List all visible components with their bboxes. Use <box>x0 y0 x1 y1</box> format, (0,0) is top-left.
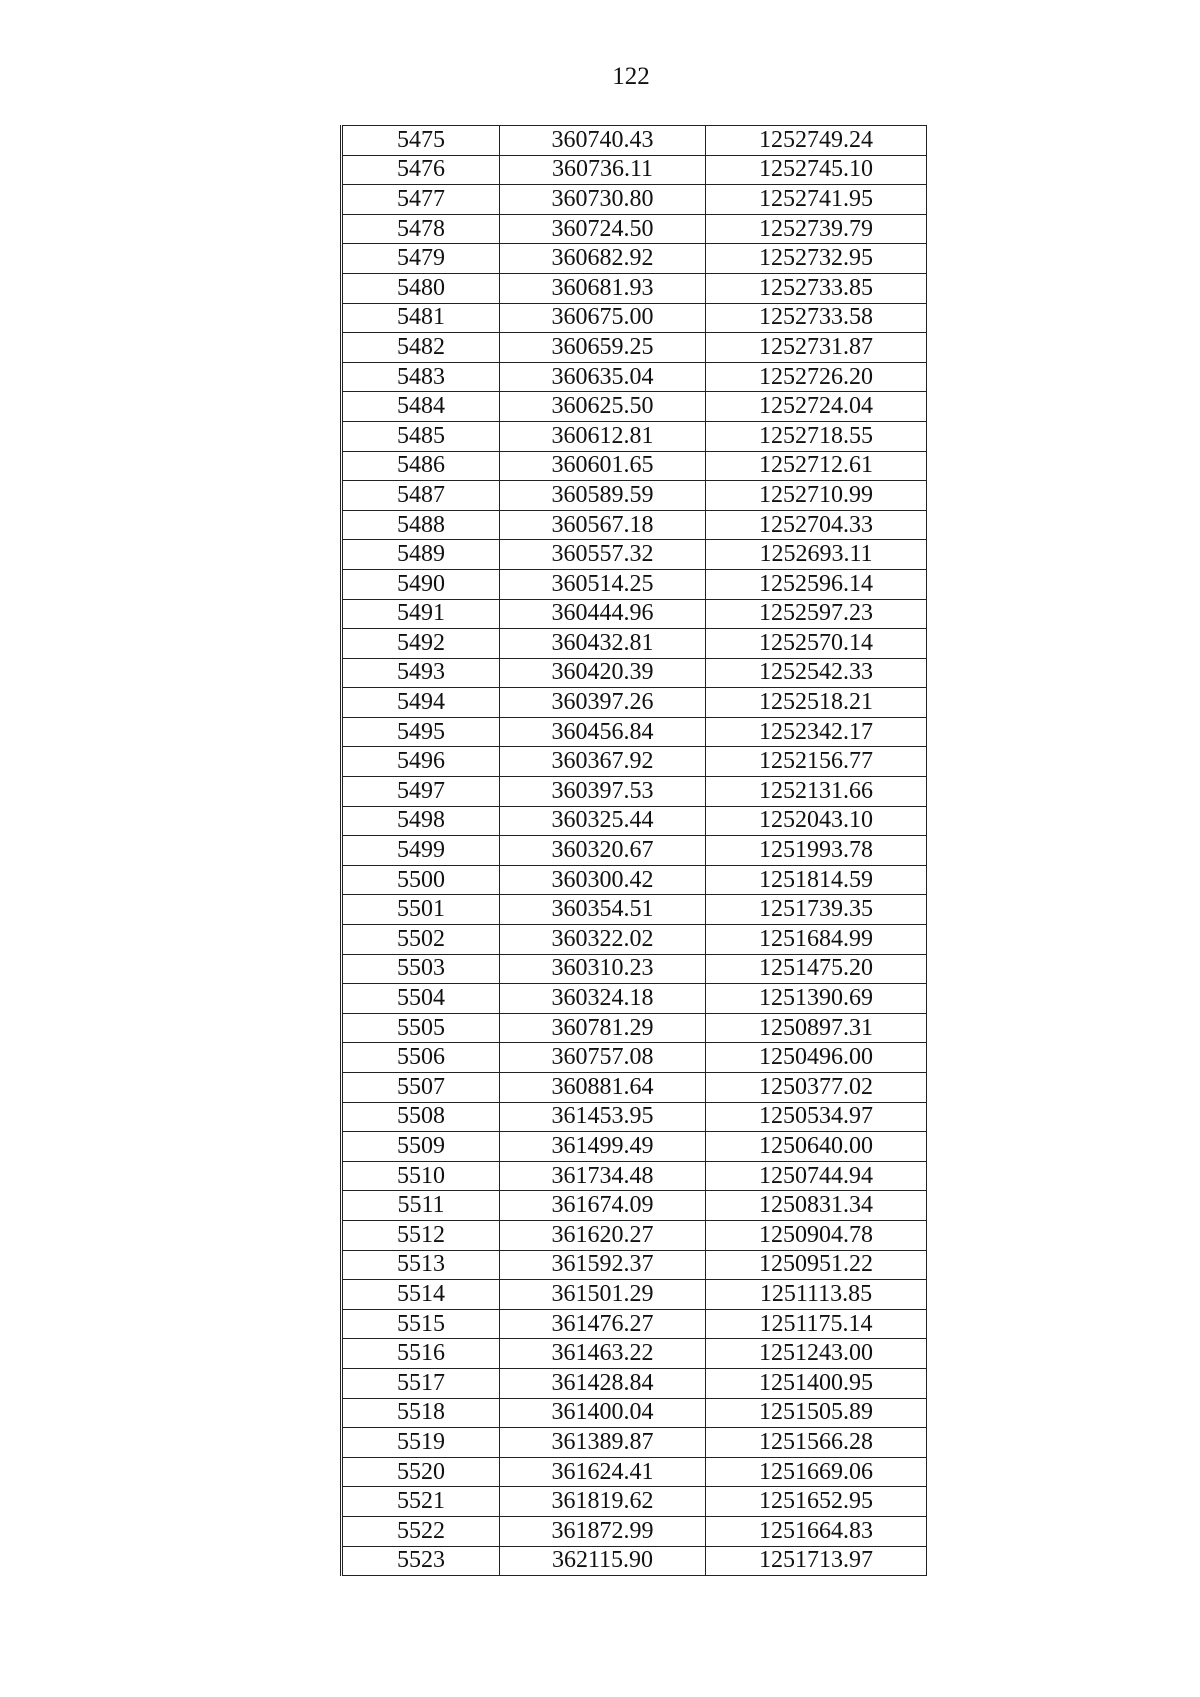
x-coordinate-cell: 360625.50 <box>500 392 706 422</box>
x-coordinate-cell: 360681.93 <box>500 273 706 303</box>
x-coordinate-cell: 360757.08 <box>500 1043 706 1073</box>
x-coordinate-cell: 360682.92 <box>500 244 706 274</box>
y-coordinate-cell: 1250377.02 <box>706 1073 927 1103</box>
x-coordinate-cell: 360601.65 <box>500 451 706 481</box>
table-row <box>342 806 927 836</box>
point-number-cell: 5483 <box>342 362 500 392</box>
table-row <box>342 481 927 511</box>
table-row <box>342 362 927 392</box>
y-coordinate-cell: 1252131.66 <box>706 777 927 807</box>
point-number-cell: 5478 <box>342 214 500 244</box>
table-row <box>342 421 927 451</box>
x-coordinate-cell: 360397.53 <box>500 777 706 807</box>
table-row <box>342 599 927 629</box>
table-row <box>342 540 927 570</box>
y-coordinate-cell: 1251993.78 <box>706 836 927 866</box>
table-row <box>342 984 927 1014</box>
point-number-cell: 5499 <box>342 836 500 866</box>
point-number-cell: 5475 <box>342 126 500 156</box>
x-coordinate-cell: 360724.50 <box>500 214 706 244</box>
y-coordinate-cell: 1252710.99 <box>706 481 927 511</box>
table-row <box>342 392 927 422</box>
y-coordinate-cell: 1252156.77 <box>706 747 927 777</box>
table-row <box>342 1161 927 1191</box>
y-coordinate-cell: 1250744.94 <box>706 1161 927 1191</box>
x-coordinate-cell: 361620.27 <box>500 1220 706 1250</box>
point-number-cell: 5479 <box>342 244 500 274</box>
table-row <box>342 333 927 363</box>
x-coordinate-cell: 360881.64 <box>500 1073 706 1103</box>
table-row <box>342 155 927 185</box>
table-row <box>342 1339 927 1369</box>
point-number-cell: 5504 <box>342 984 500 1014</box>
y-coordinate-cell: 1252570.14 <box>706 629 927 659</box>
x-coordinate-cell: 361476.27 <box>500 1309 706 1339</box>
point-number-cell: 5503 <box>342 954 500 984</box>
y-coordinate-cell: 1251713.97 <box>706 1546 927 1576</box>
point-number-cell: 5484 <box>342 392 500 422</box>
table-row <box>342 658 927 688</box>
x-coordinate-cell: 361592.37 <box>500 1250 706 1280</box>
table-row <box>342 1043 927 1073</box>
x-coordinate-cell: 360325.44 <box>500 806 706 836</box>
x-coordinate-cell: 360730.80 <box>500 185 706 215</box>
point-number-cell: 5505 <box>342 1013 500 1043</box>
y-coordinate-cell: 1250904.78 <box>706 1220 927 1250</box>
y-coordinate-cell: 1252596.14 <box>706 569 927 599</box>
table-row <box>342 925 927 955</box>
table-row <box>342 836 927 866</box>
x-coordinate-cell: 360612.81 <box>500 421 706 451</box>
y-coordinate-cell: 1251664.83 <box>706 1516 927 1546</box>
table-row <box>342 273 927 303</box>
y-coordinate-cell: 1252597.23 <box>706 599 927 629</box>
point-number-cell: 5496 <box>342 747 500 777</box>
x-coordinate-cell: 360310.23 <box>500 954 706 984</box>
point-number-cell: 5509 <box>342 1132 500 1162</box>
x-coordinate-cell: 360420.39 <box>500 658 706 688</box>
table-row <box>342 451 927 481</box>
x-coordinate-cell: 361872.99 <box>500 1516 706 1546</box>
point-number-cell: 5476 <box>342 155 500 185</box>
x-coordinate-cell: 361453.95 <box>500 1102 706 1132</box>
y-coordinate-cell: 1252749.24 <box>706 126 927 156</box>
table-row <box>342 747 927 777</box>
table-row <box>342 185 927 215</box>
point-number-cell: 5517 <box>342 1368 500 1398</box>
point-number-cell: 5481 <box>342 303 500 333</box>
point-number-cell: 5488 <box>342 510 500 540</box>
y-coordinate-cell: 1252043.10 <box>706 806 927 836</box>
y-coordinate-cell: 1252741.95 <box>706 185 927 215</box>
point-number-cell: 5492 <box>342 629 500 659</box>
point-number-cell: 5514 <box>342 1280 500 1310</box>
x-coordinate-cell: 360589.59 <box>500 481 706 511</box>
point-number-cell: 5508 <box>342 1102 500 1132</box>
point-number-cell: 5495 <box>342 717 500 747</box>
table-row <box>342 303 927 333</box>
point-number-cell: 5494 <box>342 688 500 718</box>
point-number-cell: 5510 <box>342 1161 500 1191</box>
table-row <box>342 688 927 718</box>
y-coordinate-cell: 1251566.28 <box>706 1428 927 1458</box>
point-number-cell: 5507 <box>342 1073 500 1103</box>
y-coordinate-cell: 1252693.11 <box>706 540 927 570</box>
table-row <box>342 126 927 156</box>
table-row <box>342 244 927 274</box>
y-coordinate-cell: 1252542.33 <box>706 658 927 688</box>
x-coordinate-cell: 360322.02 <box>500 925 706 955</box>
table-row <box>342 1487 927 1517</box>
x-coordinate-cell: 360675.00 <box>500 303 706 333</box>
table-row <box>342 954 927 984</box>
point-number-cell: 5519 <box>342 1428 500 1458</box>
x-coordinate-cell: 361463.22 <box>500 1339 706 1369</box>
x-coordinate-cell: 360740.43 <box>500 126 706 156</box>
table-row <box>342 1013 927 1043</box>
y-coordinate-cell: 1251175.14 <box>706 1309 927 1339</box>
table-row <box>342 1191 927 1221</box>
y-coordinate-cell: 1252733.85 <box>706 273 927 303</box>
x-coordinate-cell: 360444.96 <box>500 599 706 629</box>
table-row <box>342 777 927 807</box>
table-row <box>342 1516 927 1546</box>
point-number-cell: 5489 <box>342 540 500 570</box>
table-row <box>342 629 927 659</box>
point-number-cell: 5485 <box>342 421 500 451</box>
y-coordinate-cell: 1251684.99 <box>706 925 927 955</box>
y-coordinate-cell: 1252739.79 <box>706 214 927 244</box>
table-row <box>342 1546 927 1576</box>
y-coordinate-cell: 1252732.95 <box>706 244 927 274</box>
y-coordinate-cell: 1252726.20 <box>706 362 927 392</box>
x-coordinate-cell: 361734.48 <box>500 1161 706 1191</box>
point-number-cell: 5493 <box>342 658 500 688</box>
point-number-cell: 5487 <box>342 481 500 511</box>
point-number-cell: 5511 <box>342 1191 500 1221</box>
table-row <box>342 1220 927 1250</box>
x-coordinate-cell: 361499.49 <box>500 1132 706 1162</box>
x-coordinate-cell: 360367.92 <box>500 747 706 777</box>
table-row <box>342 1428 927 1458</box>
y-coordinate-cell: 1252704.33 <box>706 510 927 540</box>
point-number-cell: 5515 <box>342 1309 500 1339</box>
table-row <box>342 895 927 925</box>
y-coordinate-cell: 1252718.55 <box>706 421 927 451</box>
table-row <box>342 1457 927 1487</box>
point-number-cell: 5497 <box>342 777 500 807</box>
y-coordinate-cell: 1250897.31 <box>706 1013 927 1043</box>
table-row <box>342 1073 927 1103</box>
x-coordinate-cell: 360354.51 <box>500 895 706 925</box>
point-number-cell: 5491 <box>342 599 500 629</box>
point-number-cell: 5486 <box>342 451 500 481</box>
y-coordinate-cell: 1252731.87 <box>706 333 927 363</box>
y-coordinate-cell: 1252712.61 <box>706 451 927 481</box>
y-coordinate-cell: 1251814.59 <box>706 865 927 895</box>
table-row <box>342 717 927 747</box>
x-coordinate-cell: 361624.41 <box>500 1457 706 1487</box>
point-number-cell: 5512 <box>342 1220 500 1250</box>
y-coordinate-cell: 1252733.58 <box>706 303 927 333</box>
x-coordinate-cell: 360456.84 <box>500 717 706 747</box>
table-row <box>342 1398 927 1428</box>
point-number-cell: 5480 <box>342 273 500 303</box>
coordinates-table <box>340 125 927 1576</box>
x-coordinate-cell: 360432.81 <box>500 629 706 659</box>
y-coordinate-cell: 1251113.85 <box>706 1280 927 1310</box>
y-coordinate-cell: 1251475.20 <box>706 954 927 984</box>
x-coordinate-cell: 361428.84 <box>500 1368 706 1398</box>
table-row <box>342 865 927 895</box>
y-coordinate-cell: 1251505.89 <box>706 1398 927 1428</box>
point-number-cell: 5523 <box>342 1546 500 1576</box>
x-coordinate-cell: 360397.26 <box>500 688 706 718</box>
point-number-cell: 5498 <box>342 806 500 836</box>
x-coordinate-cell: 361400.04 <box>500 1398 706 1428</box>
page-number: 122 <box>612 63 650 90</box>
y-coordinate-cell: 1250951.22 <box>706 1250 927 1280</box>
y-coordinate-cell: 1252342.17 <box>706 717 927 747</box>
x-coordinate-cell: 360635.04 <box>500 362 706 392</box>
point-number-cell: 5506 <box>342 1043 500 1073</box>
point-number-cell: 5502 <box>342 925 500 955</box>
point-number-cell: 5501 <box>342 895 500 925</box>
x-coordinate-cell: 361674.09 <box>500 1191 706 1221</box>
table-row <box>342 1250 927 1280</box>
y-coordinate-cell: 1251243.00 <box>706 1339 927 1369</box>
coordinates-table-body <box>342 126 927 1576</box>
table-row <box>342 1132 927 1162</box>
x-coordinate-cell: 361819.62 <box>500 1487 706 1517</box>
table-row <box>342 1102 927 1132</box>
point-number-cell: 5500 <box>342 865 500 895</box>
x-coordinate-cell: 360736.11 <box>500 155 706 185</box>
point-number-cell: 5477 <box>342 185 500 215</box>
y-coordinate-cell: 1250640.00 <box>706 1132 927 1162</box>
y-coordinate-cell: 1250831.34 <box>706 1191 927 1221</box>
point-number-cell: 5521 <box>342 1487 500 1517</box>
x-coordinate-cell: 360659.25 <box>500 333 706 363</box>
x-coordinate-cell: 360557.32 <box>500 540 706 570</box>
x-coordinate-cell: 360320.67 <box>500 836 706 866</box>
y-coordinate-cell: 1252724.04 <box>706 392 927 422</box>
y-coordinate-cell: 1251652.95 <box>706 1487 927 1517</box>
table-row <box>342 1368 927 1398</box>
point-number-cell: 5516 <box>342 1339 500 1369</box>
table-row <box>342 1280 927 1310</box>
x-coordinate-cell: 360781.29 <box>500 1013 706 1043</box>
point-number-cell: 5482 <box>342 333 500 363</box>
table-row <box>342 214 927 244</box>
y-coordinate-cell: 1251400.95 <box>706 1368 927 1398</box>
y-coordinate-cell: 1250496.00 <box>706 1043 927 1073</box>
point-number-cell: 5522 <box>342 1516 500 1546</box>
y-coordinate-cell: 1252518.21 <box>706 688 927 718</box>
y-coordinate-cell: 1250534.97 <box>706 1102 927 1132</box>
table-row <box>342 569 927 599</box>
y-coordinate-cell: 1251739.35 <box>706 895 927 925</box>
point-number-cell: 5520 <box>342 1457 500 1487</box>
point-number-cell: 5513 <box>342 1250 500 1280</box>
y-coordinate-cell: 1252745.10 <box>706 155 927 185</box>
y-coordinate-cell: 1251390.69 <box>706 984 927 1014</box>
table-row <box>342 510 927 540</box>
x-coordinate-cell: 361501.29 <box>500 1280 706 1310</box>
x-coordinate-cell: 360324.18 <box>500 984 706 1014</box>
x-coordinate-cell: 360514.25 <box>500 569 706 599</box>
table-row <box>342 1309 927 1339</box>
point-number-cell: 5490 <box>342 569 500 599</box>
x-coordinate-cell: 360300.42 <box>500 865 706 895</box>
x-coordinate-cell: 360567.18 <box>500 510 706 540</box>
x-coordinate-cell: 361389.87 <box>500 1428 706 1458</box>
x-coordinate-cell: 362115.90 <box>500 1546 706 1576</box>
y-coordinate-cell: 1251669.06 <box>706 1457 927 1487</box>
point-number-cell: 5518 <box>342 1398 500 1428</box>
